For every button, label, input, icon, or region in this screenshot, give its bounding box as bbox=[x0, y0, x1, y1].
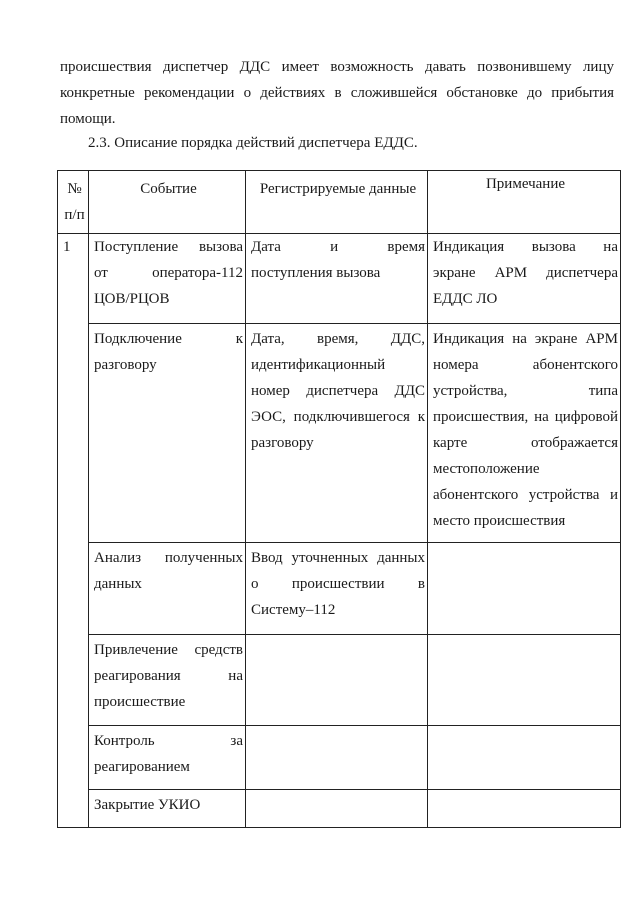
note-cell bbox=[428, 543, 621, 635]
event-line: Закрытие УКИО bbox=[94, 797, 201, 813]
intro-line-3: помощи. bbox=[60, 111, 116, 127]
event-cell bbox=[89, 790, 246, 828]
event-line: реагированием bbox=[94, 759, 190, 775]
event-line: разговору bbox=[94, 357, 157, 373]
registered-line: ЭОС, подключившегося к bbox=[251, 409, 425, 425]
event-cell bbox=[89, 324, 246, 543]
registered-line: Систему–112 bbox=[251, 602, 336, 618]
header-number-pp: п/п bbox=[64, 207, 85, 223]
table-row bbox=[58, 543, 621, 635]
registered-line: разговору bbox=[251, 435, 314, 451]
event-line: Анализ полученных bbox=[94, 550, 243, 566]
header-number-sign: № bbox=[67, 181, 82, 197]
row-number: 1 bbox=[58, 234, 89, 828]
section-heading: 2.3. Описание порядка действий диспетчера ЕДДС. bbox=[88, 135, 418, 151]
registered-line: Ввод уточненных данных bbox=[251, 550, 425, 566]
registered-cell bbox=[246, 635, 428, 726]
note-line: местоположение bbox=[433, 461, 540, 477]
note-cell bbox=[428, 324, 621, 543]
header-event: Событие bbox=[89, 171, 246, 234]
event-line: Поступление вызова bbox=[94, 239, 243, 255]
intro-line-1: происшествия диспетчер ДДС имеет возможность давать позвонившему лицу bbox=[60, 59, 614, 75]
registered-line: поступления вызова bbox=[251, 265, 381, 281]
event-cell bbox=[89, 726, 246, 790]
note-line: место происшествия bbox=[433, 513, 566, 529]
registered-cell bbox=[246, 234, 428, 324]
note-line: экране АРМ диспетчера bbox=[433, 265, 618, 281]
event-line: реагирования на bbox=[94, 668, 243, 684]
note-cell bbox=[428, 790, 621, 828]
table-row bbox=[58, 726, 621, 790]
note-cell bbox=[428, 234, 621, 324]
event-line: данных bbox=[94, 576, 142, 592]
registered-line: Дата и время bbox=[251, 239, 425, 255]
event-cell bbox=[89, 543, 246, 635]
registered-line: Дата, время, ДДС, bbox=[251, 331, 425, 347]
note-cell bbox=[428, 635, 621, 726]
event-line: Контроль за bbox=[94, 733, 243, 749]
table-row bbox=[58, 635, 621, 726]
registered-cell bbox=[246, 324, 428, 543]
table-header-row bbox=[58, 171, 621, 234]
note-line: ЕДДС ЛО bbox=[433, 291, 498, 307]
note-line: номера абонентского bbox=[433, 357, 618, 373]
registered-line: идентификационный bbox=[251, 357, 386, 373]
note-line: карте отображается bbox=[433, 435, 618, 451]
registered-cell bbox=[246, 726, 428, 790]
note-line: Индикация вызова на bbox=[433, 239, 618, 255]
registered-cell bbox=[246, 543, 428, 635]
note-line: происшествия, на цифровой bbox=[433, 409, 618, 425]
table-row bbox=[58, 234, 621, 324]
registered-line: номер диспетчера ДДС bbox=[251, 383, 425, 399]
dispatcher-actions-table bbox=[57, 170, 621, 828]
event-cell bbox=[89, 234, 246, 324]
intro-line-2: конкретные рекомендации о действиях в сложившейся обстановке до прибытия bbox=[60, 85, 614, 101]
event-line: ЦОВ/РЦОВ bbox=[94, 291, 170, 307]
event-cell bbox=[89, 635, 246, 726]
header-registered-data: Регистрируемые данные bbox=[246, 171, 428, 234]
note-line: устройства, типа bbox=[433, 383, 618, 399]
note-line: Индикация на экране АРМ bbox=[433, 331, 618, 347]
note-line: абонентского устройства и bbox=[433, 487, 618, 503]
event-line: происшествие bbox=[94, 694, 186, 710]
event-line: Привлечение средств bbox=[94, 642, 243, 658]
registered-cell bbox=[246, 790, 428, 828]
event-line: Подключение к bbox=[94, 331, 243, 347]
table-row bbox=[58, 790, 621, 828]
note-cell bbox=[428, 726, 621, 790]
registered-line: о происшествии в bbox=[251, 576, 425, 592]
header-number bbox=[58, 171, 89, 234]
table-row bbox=[58, 324, 621, 543]
event-line: от оператора-112 bbox=[94, 265, 243, 281]
header-note: Примечание bbox=[428, 171, 621, 234]
